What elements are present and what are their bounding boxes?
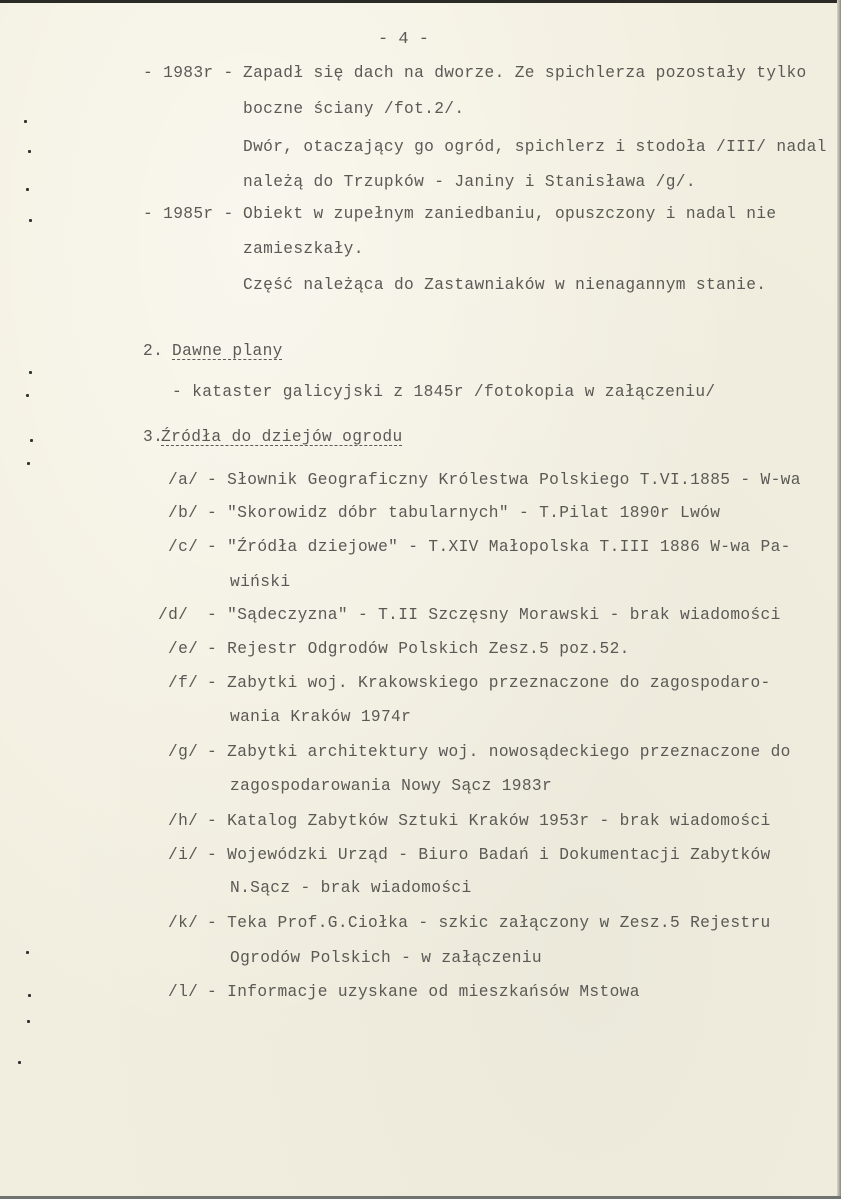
- source-label: /d/: [158, 606, 189, 624]
- source-text-line: N.Sącz - brak wiadomości: [230, 879, 472, 897]
- section-number: 3.: [143, 428, 164, 446]
- source-text-line: - Zabytki architektury woj. nowosądeckiego przeznaczone do: [207, 743, 791, 761]
- source-text-line: - Rejestr Odgrodów Polskich Zesz.5 poz.52.: [207, 640, 630, 658]
- source-text-line: - Teka Prof.G.Ciołka - szkic załączony w Zesz.5 Rejestru: [207, 914, 771, 932]
- punch-hole-dot: [26, 951, 29, 954]
- chronology-text-line: Zapadł się dach na dworze. Ze spichlerza pozostały tylko: [243, 64, 807, 82]
- chronology-text-line: Obiekt w zupełnym zaniedbaniu, opuszczony i nadal nie: [243, 205, 777, 223]
- source-label: /c/: [168, 538, 199, 556]
- source-text-line: Ogrodów Polskich - w załączeniu: [230, 949, 542, 967]
- punch-hole-dot: [26, 394, 29, 397]
- source-text-line: zagospodarowania Nowy Sącz 1983r: [230, 777, 553, 795]
- source-text-line: - "Źródła dziejowe" - T.XIV Małopolska T.III 1886 W-wa Pa-: [207, 538, 791, 556]
- source-text-line: wania Kraków 1974r: [230, 708, 412, 726]
- source-label: /f/: [168, 674, 199, 692]
- source-text-line: - "Skorowidz dóbr tabularnych" - T.Pilat 1890r Lwów: [207, 504, 721, 522]
- source-text-line: - Katalog Zabytków Sztuki Kraków 1953r - brak wiadomości: [207, 812, 771, 830]
- source-label: /a/: [168, 471, 199, 489]
- punch-hole-dot: [28, 150, 31, 153]
- punch-hole-dot: [28, 994, 31, 997]
- section-item: - kataster galicyjski z 1845r /fotokopia w załączeniu/: [172, 383, 716, 401]
- punch-hole-dot: [30, 439, 33, 442]
- punch-hole-dot: [26, 188, 29, 191]
- source-label: /i/: [168, 846, 199, 864]
- chronology-text-line: Część należąca do Zastawniaków w nienagannym stanie.: [243, 276, 767, 294]
- source-label: /l/: [168, 983, 199, 1001]
- chronology-text-line: zamieszkały.: [243, 240, 364, 258]
- section-number: 2.: [143, 342, 164, 360]
- punch-hole-dot: [24, 120, 27, 123]
- source-text-line: - Wojewódzki Urząd - Biuro Badań i Dokumentacji Zabytków: [207, 846, 771, 864]
- chronology-text-line: boczne ściany /fot.2/.: [243, 100, 465, 118]
- scan-edge-top: [0, 0, 841, 3]
- source-text-line: wiński: [230, 573, 291, 591]
- source-label: /k/: [168, 914, 199, 932]
- source-label: /b/: [168, 504, 199, 522]
- source-label: /e/: [168, 640, 199, 658]
- punch-hole-dot: [29, 219, 32, 222]
- punch-hole-dot: [18, 1061, 21, 1064]
- chronology-text-line: należą do Trzupków - Janiny i Stanisława /g/.: [243, 173, 696, 191]
- page-number: - 4 -: [378, 30, 430, 49]
- scan-edge-right: [837, 0, 841, 1199]
- chronology-year: - 1983r -: [143, 64, 234, 82]
- source-text-line: - Zabytki woj. Krakowskiego przeznaczone do zagospodaro-: [207, 674, 771, 692]
- chronology-text-line: Dwór, otaczający go ogród, spichlerz i stodoła /III/ nadal: [243, 138, 827, 156]
- punch-hole-dot: [27, 462, 30, 465]
- section-title: Dawne plany: [172, 342, 283, 360]
- punch-hole-dot: [27, 1020, 30, 1023]
- section-title: Źródła do dziejów ogrodu: [161, 428, 403, 446]
- source-text-line: - Informacje uzyskane od mieszkańsów Mstowa: [207, 983, 640, 1001]
- source-text-line: - Słownik Geograficzny Królestwa Polskiego T.VI.1885 - W-wa: [207, 471, 801, 489]
- source-text-line: - "Sądeczyzna" - T.II Szczęsny Morawski - brak wiadomości: [207, 606, 781, 624]
- punch-hole-dot: [29, 371, 32, 374]
- source-label: /h/: [168, 812, 199, 830]
- source-label: /g/: [168, 743, 199, 761]
- chronology-year: - 1985r -: [143, 205, 234, 223]
